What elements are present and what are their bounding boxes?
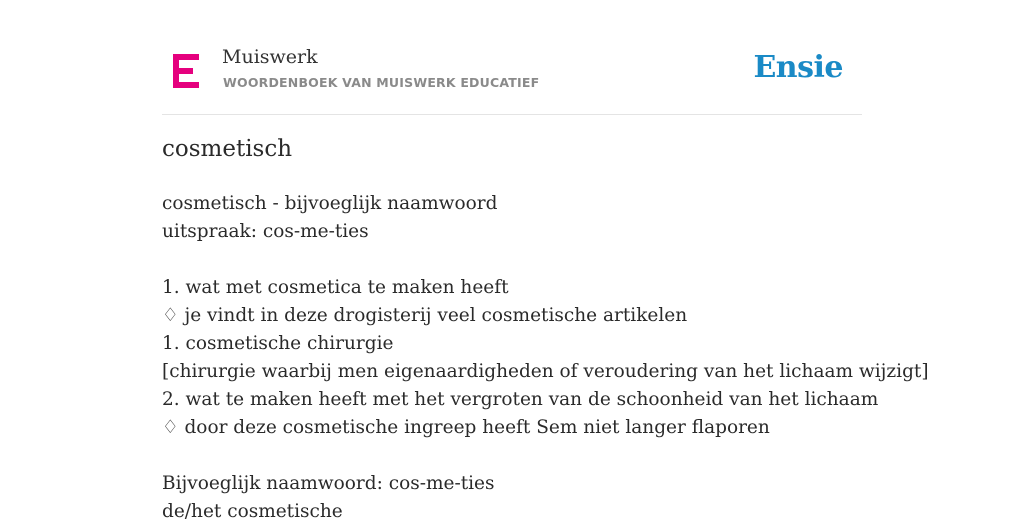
- entry-line: 2. wat te maken heeft met het vergroten van de schoonheid van het lichaam: [162, 389, 879, 410]
- entry-line: cosmetisch - bijvoeglijk naamwoord: [162, 193, 498, 214]
- publisher-name[interactable]: Muiswerk: [222, 46, 318, 68]
- site-header: [162, 0, 862, 115]
- entry-line: uitspraak: cos-me-ties: [162, 221, 369, 242]
- entry-line: [162, 246, 882, 274]
- entry-line: de/het cosmetische: [162, 501, 343, 522]
- entry-headword: cosmetisch: [162, 136, 293, 162]
- entry-line: 1. wat met cosmetica te maken heeft: [162, 277, 509, 298]
- entry-line: [chirurgie waarbij men eigenaardigheden of veroudering van het lichaam wijzigt]: [162, 361, 929, 382]
- entry-line: Bijvoeglijk naamwoord: cos-me-ties: [162, 473, 495, 494]
- publisher-subtitle: WOORDENBOEK VAN MUISWERK EDUCATIEF: [223, 75, 540, 90]
- entry-line: 1. cosmetische chirurgie: [162, 333, 394, 354]
- entry-definition: [162, 190, 929, 526]
- ensie-brand-logo[interactable]: Ensie: [753, 50, 843, 85]
- muiswerk-logo-icon[interactable]: [173, 54, 199, 88]
- entry-line: [162, 442, 882, 470]
- entry-line: ♢ door deze cosmetische ingreep heeft Sem niet langer flaporen: [162, 417, 770, 438]
- entry-line: ♢ je vindt in deze drogisterij veel cosmetische artikelen: [162, 305, 688, 326]
